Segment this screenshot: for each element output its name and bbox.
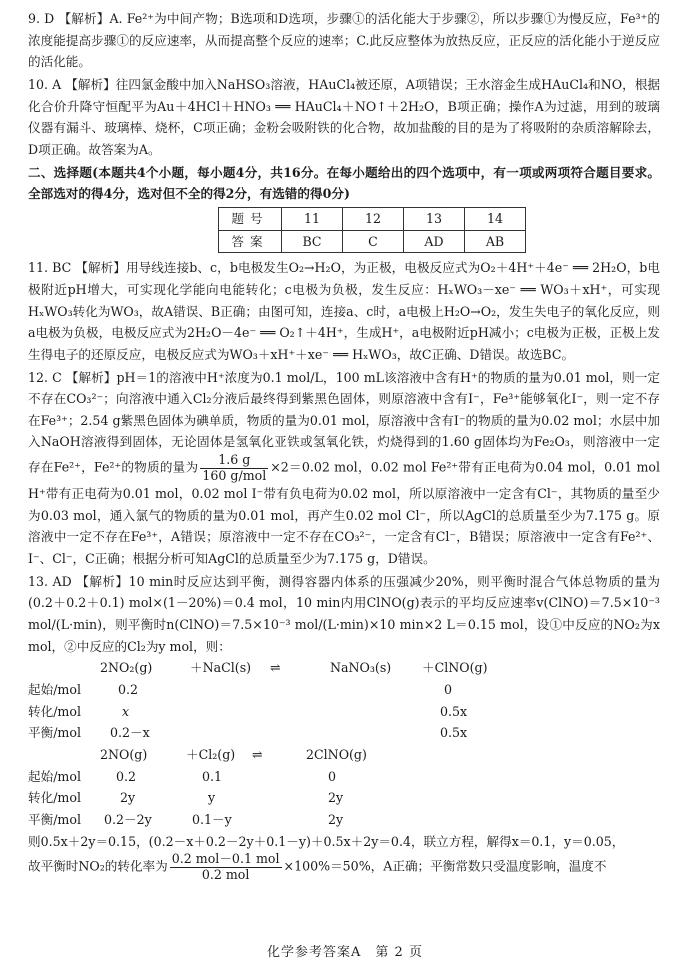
eq1-row-b: 0.5x bbox=[440, 703, 468, 719]
q13-explanation-intro: 13. AD 【解析】10 min时反应达到平衡，测得容器内体系的压强减少20%，则平衡时混合气体总物质的量为(0.2＋0.2＋0.1) mol×(1－20%)＝0.4 mol，10 min内用ClNO(g)表示的平均反应速率v(ClNO)＝7.5×10⁻³ mol/(L·min)，则平衡时n(ClNO)＝7.5×10⁻³ mol/(L·min)×10 min×2 L＝0.15 mol，设①中反应的NO₂为x mol，②中反应的Cl₂为y mol，则： bbox=[28, 573, 660, 654]
eq1-reactant-2: ＋NaCl(s) bbox=[190, 660, 252, 676]
eq1-row-b: 0 bbox=[444, 681, 453, 697]
eq1-reaction-row bbox=[28, 657, 488, 679]
eq2-reactant-1: 2NO(g) bbox=[100, 746, 148, 762]
eq1-row-label: 起始/mol bbox=[28, 681, 81, 697]
eq1-row-a: 0.2 bbox=[118, 681, 139, 697]
eq2-row-a: 2y bbox=[120, 790, 136, 806]
q12-fraction bbox=[200, 453, 268, 483]
answer-table-answer-row bbox=[219, 230, 526, 253]
answer-table-number-row bbox=[219, 207, 526, 230]
eq2-row-b: 0.1－y bbox=[192, 811, 232, 827]
eq2-reactant-2: ＋Cl₂(g) bbox=[186, 746, 236, 762]
answer-table-number: 12 bbox=[343, 207, 404, 230]
eq2-row-label: 起始/mol bbox=[28, 768, 81, 784]
answer-table-answer: AB bbox=[465, 230, 526, 253]
eq2-row-c: 2y bbox=[328, 811, 344, 827]
q9-explanation: 9. D 【解析】A. Fe²⁺为中间产物；B选项和D选项，步骤①的活化能大于步骤②，所以步骤①为慢反应，Fe³⁺的浓度能提高步骤①的反应速率，从而提高整个反应的速率；C.此反应整体为放热反应，正反应的活化能小于逆反应的活化能。 bbox=[28, 11, 660, 70]
answer-table-answer: BC bbox=[282, 230, 343, 253]
eq2-row-b: 0.1 bbox=[202, 768, 223, 784]
eq2-reaction-row bbox=[28, 744, 367, 766]
eq1-row-label: 平衡/mol bbox=[28, 725, 81, 741]
answer-table-number-label: 题号 bbox=[219, 207, 282, 230]
eq1-row bbox=[28, 679, 488, 701]
section-2-heading: 二、选择题(本题共4个小题，每小题4分，共16分。在每小题给出的四个选项中，有一项或两项符合题目要求。全部选对的得4分，选对但不全的得2分，有选错的得0分) bbox=[28, 164, 660, 202]
eq1-row bbox=[28, 722, 488, 744]
eq2-row-b: y bbox=[208, 790, 216, 806]
q13-fraction-numerator: 0.2 mol－0.1 mol bbox=[171, 851, 280, 867]
q11-explanation: 11. BC 【解析】用导线连接b、c，b电极发生O₂→H₂O，为正极，电极反应式为O₂＋4H⁺＋4e⁻ ══ 2H₂O，b电极附近pH增大，可实现化学能向电能转化；c电极为负极，发生反应：HₓWO₃－xe⁻ ══ WO₃＋xH⁺，可实现HₓWO₃转化为WO₃，故A错误、B正确；由图可知，连接a、c时，a电极上H₂O→O₂，发生失电子的氧化反应，则a电极为负极，电极反应式为2H₂O－4e⁻ ══ O₂↑＋4H⁺，生成H⁺，a电极附近pH减小；c电极为正极，正极上发生得电子的还原反应，电极反应式为WO₃＋xH⁺＋xe⁻ ══ HₓWO₃，故C正确、D错误。故选BC。 bbox=[28, 260, 660, 362]
eq2-row-c: 0 bbox=[328, 768, 337, 784]
eq2-row-a: 0.2 bbox=[116, 768, 137, 784]
eq1-row-label: 转化/mol bbox=[28, 703, 81, 719]
answer-table bbox=[218, 207, 526, 253]
answer-table-answer-label: 答案 bbox=[219, 230, 282, 253]
answer-table-answer: AD bbox=[404, 230, 465, 253]
q13-fraction bbox=[170, 852, 282, 882]
q12-fraction-numerator: 1.6 g bbox=[200, 453, 268, 468]
eq1-equilibrium-arrow: ⇌ bbox=[270, 660, 281, 676]
eq1-row-a: x bbox=[122, 703, 130, 719]
q13-fraction-denominator: 0.2 mol bbox=[201, 866, 250, 882]
answer-table-answer: C bbox=[343, 230, 404, 253]
eq2-product: 2ClNO(g) bbox=[306, 746, 367, 762]
eq2-row-c: 2y bbox=[328, 790, 344, 806]
eq2-row-label: 转化/mol bbox=[28, 790, 81, 806]
eq2-row bbox=[28, 809, 367, 831]
q12-fraction-denominator: 160 g/mol bbox=[202, 467, 267, 483]
page-footer: 化学参考答案A 第 2 页 bbox=[267, 945, 423, 960]
q12-explanation bbox=[28, 367, 660, 570]
eq1-product-2: ＋ClNO(g) bbox=[422, 660, 488, 676]
answer-table-number: 14 bbox=[465, 207, 526, 230]
answer-table-number: 13 bbox=[404, 207, 465, 230]
eq2-row-a: 0.2－2y bbox=[104, 811, 152, 827]
equilibrium-table-2 bbox=[28, 744, 367, 831]
q12-text-part-2: ×2＝0.02 mol，0.02 mol Fe²⁺带有正电荷为0.04 mol，0.01 mol H⁺带有正电荷为0.01 mol，0.02 mol I⁻带有负电荷为0.02 mol，所以原溶液中一定含有Cl⁻，其物质的量至少为0.03 mol，通入氯气的物质的量为0.01 mol，再产生0.02 mol Cl⁻，所以AgCl的总质量至少为7.175 g。原溶液中一定不存在Fe³⁺，A错误；原溶液中一定不存在CO₃²⁻，一定含有Cl⁻，B错误；原溶液中一定含有Fe²⁺、I⁻、Cl⁻，C正确；根据分析可知AgCl的总质量至少为7.175 g，D错误。 bbox=[28, 459, 660, 567]
equilibrium-table-1 bbox=[28, 657, 488, 744]
eq1-row-b: 0.5x bbox=[440, 725, 468, 741]
eq2-row-label: 平衡/mol bbox=[28, 811, 81, 827]
eq1-row-a: 0.2－x bbox=[110, 725, 150, 741]
eq1-row bbox=[28, 701, 488, 723]
eq1-product-1: NaNO₃(s) bbox=[330, 660, 392, 676]
q10-explanation: 10. A 【解析】往四氯金酸中加入NaHSO₃溶液，HAuCl₄被还原，A项错误；王水溶金生成HAuCl₄和NO，根据化合价升降守恒配平为Au＋4HCl＋HNO₃ ══ HAuCl₄＋NO↑＋2H₂O，B项正确；操作A为过滤，用到的玻璃仪器有漏斗、玻璃棒、烧杯，C项正确；金粉会吸附铁的化合物，故加盐酸的目的是为了将吸附的杂质溶解除去，D项正确。故答案为A。 bbox=[28, 76, 660, 157]
answer-table-number: 11 bbox=[282, 207, 343, 230]
eq2-row bbox=[28, 787, 367, 809]
q13-text-part-1: 故平衡时NO₂的转化率为 bbox=[28, 858, 168, 874]
q13-text-part-2: ×100%＝50%，A正确；平衡常数只受温度影响，温度不 bbox=[283, 858, 607, 874]
eq2-row bbox=[28, 766, 367, 788]
q13-solve-line: 则0.5x＋2y＝0.15，(0.2－x＋0.2－2y＋0.1－y)＋0.5x＋2y＝0.4，联立方程，解得x＝0.1，y＝0.05， bbox=[28, 833, 625, 849]
q12-text-part-1: 12. C 【解析】pH＝1的溶液中H⁺浓度为0.1 mol/L，100 mL该溶液中含有H⁺的物质的量为0.01 mol，则一定不存在CO₃²⁻；向溶液中通入Cl₂分液后最终得到紫黑色固体，则原溶液中含有I⁻，Fe³⁺能够氧化I⁻，则一定不存在Fe³⁺；2.54 g紫黑色固体为碘单质，物质的量为0.01 mol，原溶液中含有I⁻的物质的量为0.02 mol；水层中加入NaOH溶液得到固体，无论固体是氢氧化亚铁或氢氧化铁，灼烧得到的1.60 g固体均为Fe₂O₃，则溶液中一定存在Fe²⁺，Fe²⁺的物质的量为 bbox=[28, 369, 660, 475]
eq2-equilibrium-arrow: ⇌ bbox=[252, 746, 263, 762]
q13-conversion-line bbox=[28, 852, 660, 882]
eq1-reactant-1: 2NO₂(g) bbox=[100, 660, 153, 676]
